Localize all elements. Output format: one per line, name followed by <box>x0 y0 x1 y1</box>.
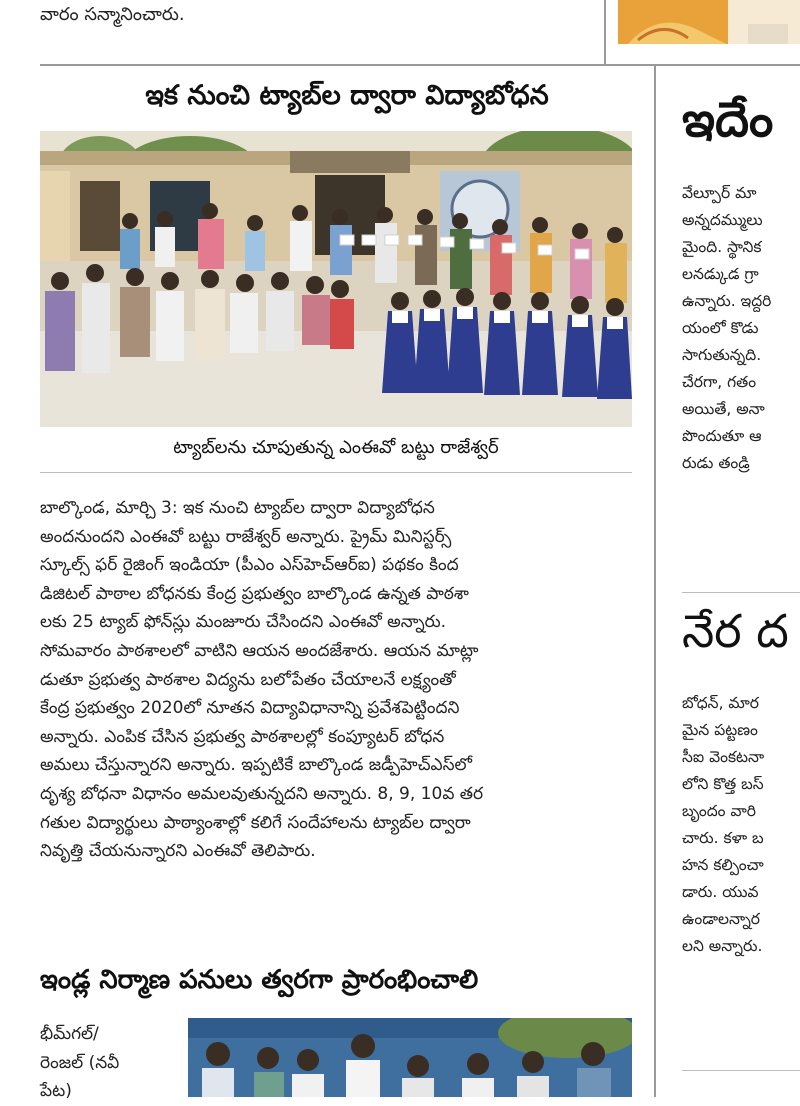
body-line: బృందం వారి <box>682 802 756 820</box>
body-line: చారు. కళా బ <box>682 829 764 847</box>
body-line: స్కూల్స్ ఫర్ రైజింగ్ ఇండియా (పీఎం ఎస్‌హెచ్‌ఆర్‌ఐ) పథకం కింద <box>40 555 459 576</box>
article-photo-2 <box>188 1018 632 1097</box>
right-article-body <box>682 180 800 477</box>
body-line: లకు 25 ట్యాబ్ ఫోన్‌స్లు మంజూరు చేసిందని ఎంఈవో అన్నారు. <box>40 612 447 633</box>
body-line: దృశ్య బోధనా విధానం అమలవుతున్నదని అన్నారు. 8, 9, 10వ తర <box>40 783 484 804</box>
article-photo <box>40 131 632 427</box>
right-article-headline-2: నేర ద <box>682 604 789 658</box>
body-line: అమలు చేస్తున్నారని అన్నారు. ఇప్పటికే బాల్కొండ జడ్పీహెచ్ఎస్‌లో <box>40 755 473 776</box>
body-line: అందనుందని ఎంఈవో బట్టు రాజేశ్వర్ అన్నారు. ప్రైమ్ మినిస్టర్స్ <box>40 526 452 547</box>
caption-rule <box>40 472 632 473</box>
body-line: లనడ్కుడ గ్రా <box>682 265 759 283</box>
body-line: ఉండాలన్నార <box>682 910 760 928</box>
article-headline-2: ఇండ్ల నిర్మాణ పనులు త్వరగా ప్రారంభించాలి <box>40 965 479 995</box>
section-divider-right <box>604 64 800 66</box>
body-line: డారు. యువ <box>682 883 759 901</box>
article-headline: ఇక నుంచి ట్యాబ్‌ల ద్వారా విద్యాబోధన <box>145 80 549 111</box>
right-article-body-2 <box>682 690 800 960</box>
right-article-headline: ఇదేం <box>682 92 774 148</box>
body-line: రెంజల్ (నవీ <box>40 1052 120 1073</box>
photo-caption: ట్యాబ్‌లను చూపుతున్న ఎంఈవో బట్టు రాజేశ్వర్ <box>173 437 499 458</box>
body-line: మైన పట్టణం <box>682 721 758 739</box>
body-line: సీఐ వెంకటనా <box>682 748 765 766</box>
top-right-photo <box>618 0 800 44</box>
body-line: అన్నదమ్ములు <box>682 211 763 229</box>
right-bottom-rule <box>682 1070 800 1071</box>
body-line: బాల్కొండ, మార్చి 3: ఇక నుంచి ట్యాబ్‌ల ద్వారా విద్యాబోధన <box>40 498 435 518</box>
previous-article-tail: వారం సన్మానించారు. <box>40 4 185 25</box>
body-line: హన కల్పించా <box>682 856 764 874</box>
body-line: బోధన్, మార <box>682 694 759 712</box>
body-line: వేల్పూర్ మా <box>682 184 757 202</box>
body-line: సాగుతున్నది. <box>682 346 762 364</box>
body-line: గతుల విద్యార్థులు పాఠ్యాంశాల్లో కలిగే సందేహాలను ట్యాబ్‌ల ద్వారా <box>40 812 471 833</box>
body-line: రుడు తండ్రి <box>682 454 750 472</box>
body-line: డుతూ ప్రభుత్వ పాఠశాల విద్యను బలోపేతం చేయాలనే లక్ష్యంతో <box>40 669 456 690</box>
body-line: చేరగా, గతం <box>682 373 757 391</box>
body-line: సోమవారం పాఠశాలలో వాటిని ఆయన అందజేశారు. ఆయన మాట్లా <box>40 640 479 661</box>
body-line: లోని కొత్త బస్ <box>682 775 764 793</box>
right-section-divider <box>682 592 800 593</box>
article-body-2 <box>40 1020 180 1106</box>
top-column-divider <box>604 0 606 64</box>
main-column-divider <box>654 66 656 1097</box>
body-line: పొందుతూ ఆ <box>682 427 762 445</box>
section-divider-left <box>40 64 654 66</box>
article-body <box>40 494 640 866</box>
body-line: నివృత్తి చేయనున్నారని ఎంఈవో తెలిపారు. <box>40 841 316 862</box>
body-line: యంలో కొడు <box>682 319 759 337</box>
body-line: డిజిటల్ పాఠాల బోధనకు కేంద్ర ప్రభుత్వం బాల్కొండ ఉన్నత పాఠశా <box>40 583 469 604</box>
body-line: భీమ్‌గల్/ <box>40 1024 99 1044</box>
body-line: అన్నారు. ఎంపిక చేసిన ప్రభుత్వ పాఠశాలల్లో కంప్యూటర్ బోధన <box>40 726 445 747</box>
body-line: పేట) <box>40 1081 72 1102</box>
body-line: లని అన్నారు. <box>682 937 763 955</box>
body-line: అయితే, అనా <box>682 400 765 418</box>
body-line: ఉన్నారు. ఇద్దరి <box>682 292 772 310</box>
body-line: మైంది. స్థానిక <box>682 238 762 256</box>
body-line: కేంద్ర ప్రభుత్వం 2020లో నూతన విద్యావిధానాన్ని ప్రవేశపెట్టిందని <box>40 698 460 719</box>
